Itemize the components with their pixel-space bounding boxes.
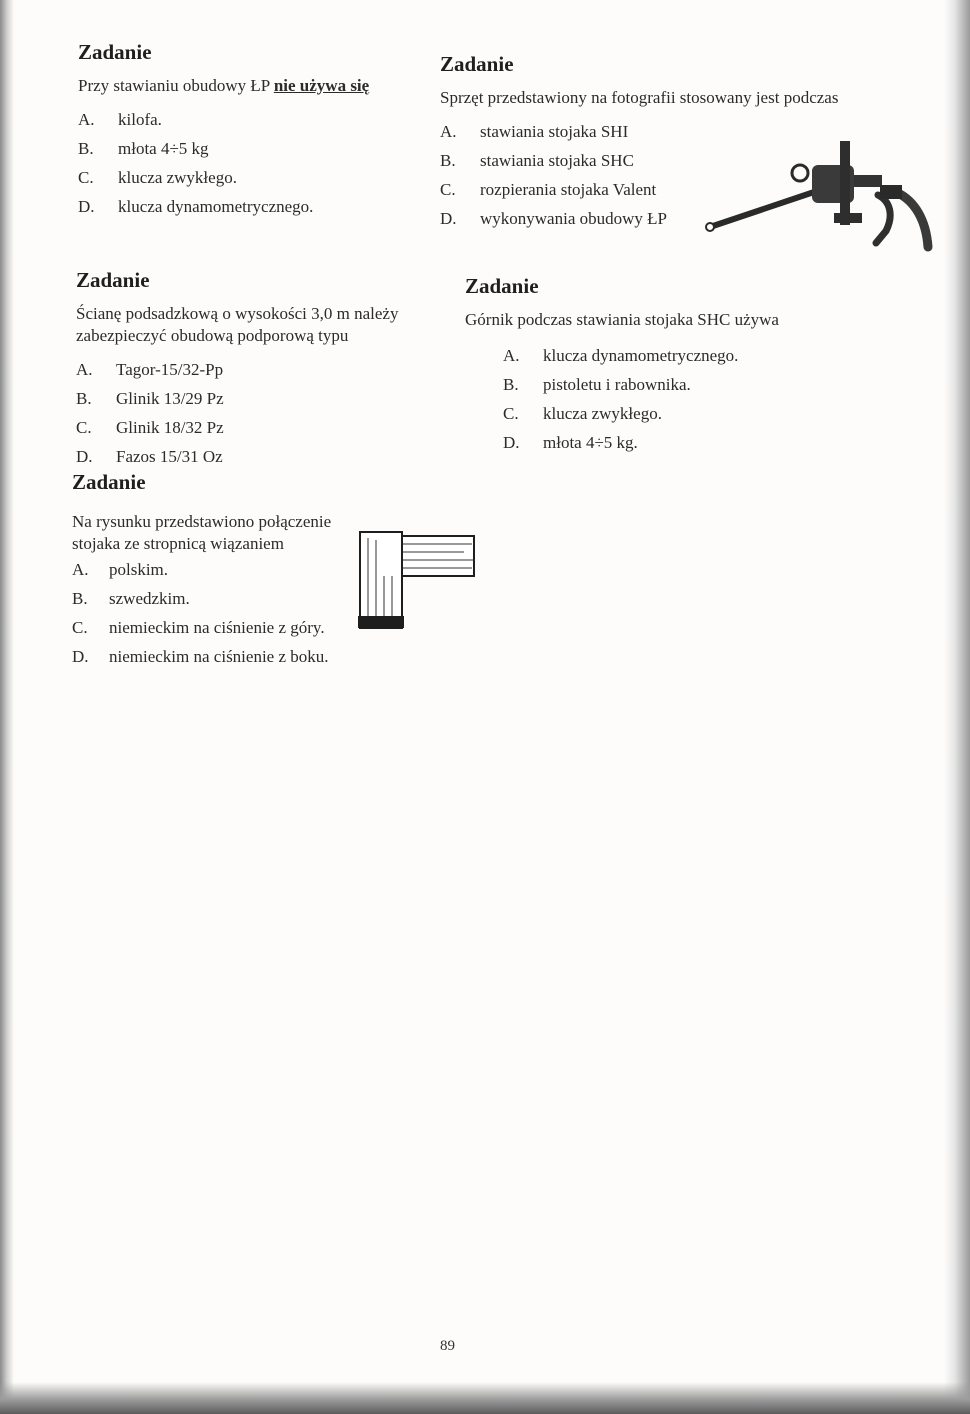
option-text: Tagor-15/32-Pp (116, 360, 224, 379)
task-question: Górnik podczas stawiania stojaka SHC używa (465, 310, 779, 329)
answer-option-d[interactable] (76, 442, 456, 471)
option-letter: B. (440, 151, 456, 170)
task-heading: Zadanie (440, 52, 514, 76)
option-letter: B. (76, 389, 92, 408)
tool-handle (706, 190, 820, 231)
answer-option-b[interactable] (72, 584, 362, 613)
option-text: stawiania stojaka SHC (480, 151, 634, 170)
prop-beam-joint-drawing (356, 528, 482, 632)
task-heading: Zadanie (72, 470, 146, 494)
page-number: 89 (440, 1338, 455, 1354)
tool-body (792, 141, 882, 225)
answer-option-a[interactable] (72, 555, 362, 584)
tool-clamp (876, 185, 928, 247)
question-text: Przy stawianiu obudowy ŁP (78, 76, 270, 95)
answer-option-c[interactable] (78, 163, 428, 192)
option-letter: B. (503, 375, 519, 394)
answer-option-b[interactable] (76, 384, 456, 413)
task-question: Ścianę podsadzkową o wysokości 3,0 m należy zabezpieczyć obudową podporową typu (76, 304, 399, 345)
answer-options (78, 105, 428, 221)
option-letter: C. (78, 168, 94, 187)
option-text: klucza dynamometrycznego. (118, 197, 314, 216)
prop (358, 532, 404, 628)
option-letter: C. (440, 180, 456, 199)
option-letter: D. (76, 447, 93, 466)
option-text: klucza dynamometrycznego. (543, 346, 739, 365)
option-text: Glinik 18/32 Pz (116, 418, 224, 437)
option-letter: D. (503, 433, 520, 452)
option-text: Fazos 15/31 Oz (116, 447, 223, 466)
answer-option-a[interactable] (78, 105, 428, 134)
option-letter: A. (440, 122, 457, 141)
answer-option-c[interactable] (503, 399, 865, 428)
option-text: klucza zwykłego. (118, 168, 237, 187)
task-1 (78, 40, 428, 221)
option-text: stawiania stojaka SHI (480, 122, 629, 141)
option-text: niemieckim na ciśnienie z góry. (109, 618, 325, 637)
option-text: polskim. (109, 560, 169, 579)
option-text: szwedzkim. (109, 589, 190, 608)
task-heading: Zadanie (78, 40, 152, 64)
option-letter: D. (440, 209, 457, 228)
option-letter: C. (76, 418, 92, 437)
page-edge-shadow-bottom (0, 1382, 970, 1414)
answer-option-b[interactable] (503, 370, 865, 399)
option-letter: D. (78, 197, 95, 216)
answer-options (76, 355, 456, 471)
option-letter: A. (78, 110, 95, 129)
answer-options (503, 341, 865, 457)
option-text: młota 4÷5 kg (118, 139, 209, 158)
option-letter: A. (76, 360, 93, 379)
page-edge-shadow-right (944, 0, 970, 1414)
option-letter: A. (72, 560, 89, 579)
option-text: pistoletu i rabownika. (543, 375, 691, 394)
option-text: młota 4÷5 kg. (543, 433, 638, 452)
task-question (78, 75, 428, 97)
option-letter: B. (78, 139, 94, 158)
task-heading: Zadanie (465, 274, 539, 298)
option-text: niemieckim na ciśnienie z boku. (109, 647, 329, 666)
page-edge-shadow-left (0, 0, 14, 1414)
option-letter: C. (503, 404, 519, 423)
answer-option-c[interactable] (72, 613, 362, 642)
task-3 (76, 268, 456, 471)
answer-options (72, 555, 362, 671)
answer-option-a[interactable] (76, 355, 456, 384)
option-text: Glinik 13/29 Pz (116, 389, 224, 408)
option-text: klucza zwykłego. (543, 404, 662, 423)
option-letter: B. (72, 589, 88, 608)
task-question: Sprzęt przedstawiony na fotografii stosowany jest podczas (440, 88, 839, 107)
option-letter: A. (503, 346, 520, 365)
task-question: Na rysunku przedstawiono połączenie stojaka ze stropnicą wiązaniem (72, 512, 332, 553)
option-text: wykonywania obudowy ŁP (480, 209, 667, 228)
answer-option-d[interactable] (72, 642, 362, 671)
option-letter: C. (72, 618, 88, 637)
option-text: kilofa. (118, 110, 162, 129)
hydraulic-prop-tool-photo (700, 135, 940, 260)
answer-option-d[interactable] (78, 192, 428, 221)
answer-option-c[interactable] (76, 413, 456, 442)
option-letter: D. (72, 647, 89, 666)
answer-option-a[interactable] (503, 341, 865, 370)
task-heading: Zadanie (76, 268, 150, 292)
answer-option-d[interactable] (503, 428, 865, 457)
answer-option-b[interactable] (78, 134, 428, 163)
question-emphasis: nie używa się (273, 76, 370, 95)
option-text: rozpierania stojaka Valent (480, 180, 657, 199)
task-5 (72, 470, 362, 671)
task-4 (465, 274, 865, 457)
